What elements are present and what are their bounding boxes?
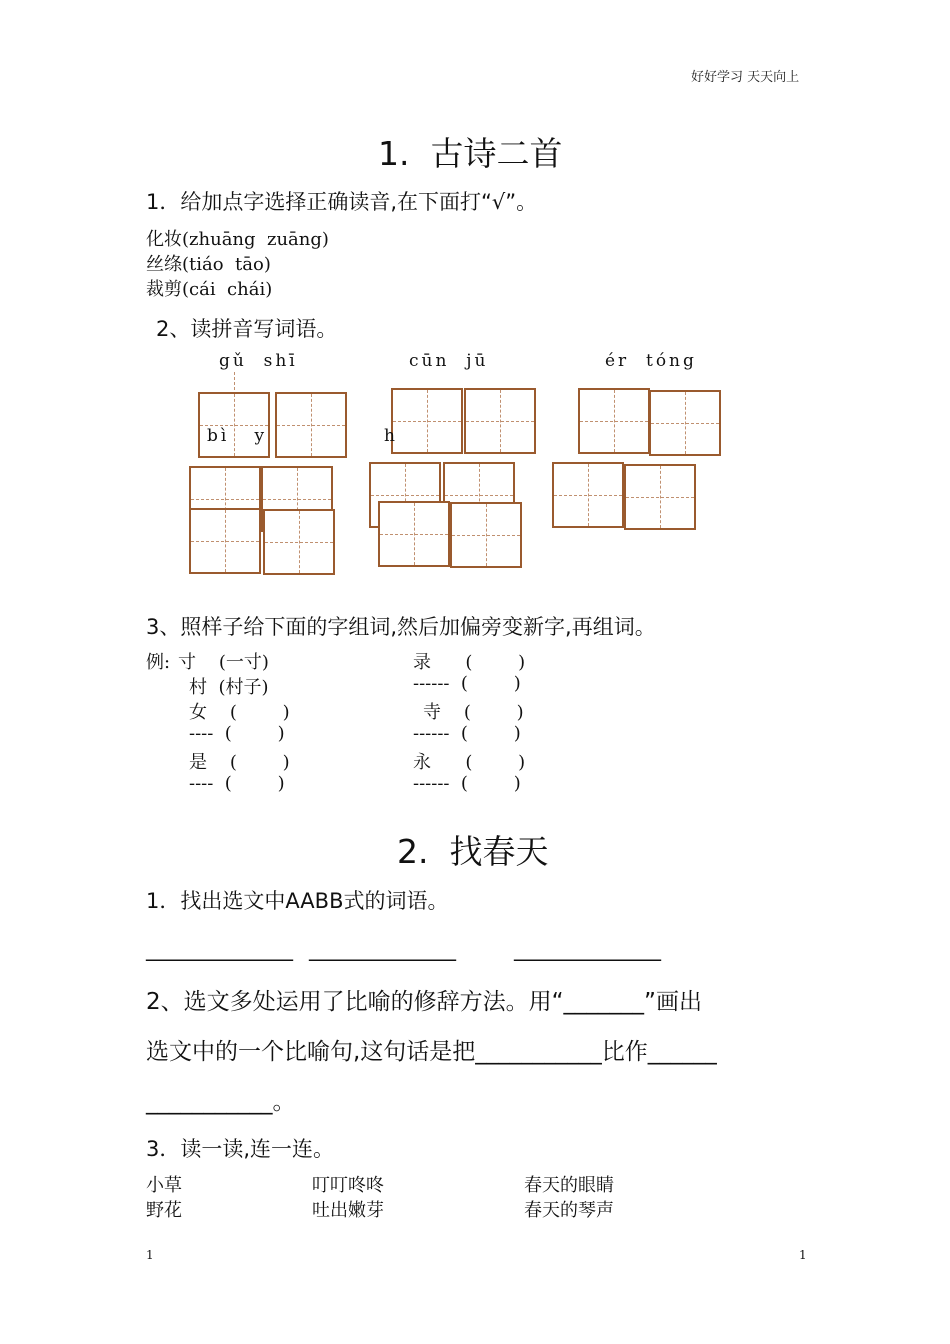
match-col2-2: 吐出嫩芽 (312, 1200, 384, 1221)
writing-box[interactable] (552, 462, 624, 528)
q1-item-2: 丝绦(tiáo tāo) (146, 254, 271, 275)
writing-box[interactable] (378, 501, 450, 567)
lesson1-q1-prompt: 1．给加点字选择正确读音,在下面打“√”。 (146, 190, 538, 214)
q3-right-4: ------ ( ) (413, 723, 521, 744)
pinyin-ertong: ér tóng (605, 351, 697, 371)
writing-box[interactable] (624, 464, 696, 530)
q3-right-2: ------ ( ) (413, 673, 521, 694)
q3-right-3: 寺 ( ) (423, 702, 524, 723)
pinyin-cunju: cūn jū (409, 351, 489, 371)
match-col3-1: 春天的眼睛 (524, 1175, 614, 1196)
match-col3-2: 春天的琴声 (524, 1200, 614, 1221)
q3-left-6: ---- ( ) (189, 773, 285, 794)
q3-right-6: ------ ( ) (413, 773, 521, 794)
pinyin-row2-b: h (384, 426, 398, 446)
q3-right-5: 永 ( ) (413, 752, 526, 773)
blank-line-3: ______________ (514, 937, 661, 961)
match-col1-2: 野花 (146, 1200, 182, 1221)
lesson2-q2-line1: 2、选文多处运用了比喻的修辞方法。用“_______”画出 (146, 989, 702, 1015)
lesson1-title: 1. 古诗二首 (378, 134, 563, 173)
writing-box[interactable] (189, 508, 261, 574)
q3-left-1: 寸 (一寸) (178, 652, 269, 673)
writing-box[interactable] (578, 388, 650, 454)
pinyin-row2-a: bì y (207, 426, 268, 446)
blank-line-1: ______________ (146, 937, 293, 961)
writing-box[interactable] (450, 502, 522, 568)
q3-left-3: 女 ( ) (189, 702, 290, 723)
pinyin-gushi: gǔ shī (219, 351, 298, 371)
blank-line-2: ______________ (309, 937, 456, 961)
lesson2-q2-line3: ___________。 (146, 1089, 296, 1115)
q1-item-3: 裁剪(cái chái) (146, 279, 273, 300)
lesson2-q3-prompt: 3．读一读,连一连。 (146, 1137, 335, 1161)
example-label: 例: (146, 652, 171, 673)
q3-right-1: 录 ( ) (413, 652, 526, 673)
writing-box[interactable] (391, 388, 463, 454)
writing-box[interactable] (198, 392, 270, 458)
writing-box[interactable] (275, 392, 347, 458)
page-number-right: 1 (799, 1248, 807, 1262)
writing-box[interactable] (649, 390, 721, 456)
match-col2-1: 叮叮咚咚 (312, 1175, 384, 1196)
lesson2-q1-prompt: 1．找出选文中AABB式的词语。 (146, 889, 449, 913)
writing-box[interactable] (464, 388, 536, 454)
header-motto: 好好学习 天天向上 (691, 70, 800, 85)
lesson1-q3-prompt: 3、照样子给下面的字组词,然后加偏旁变新字,再组词。 (146, 615, 656, 639)
q3-left-4: ---- ( ) (189, 723, 285, 744)
page-number-left: 1 (146, 1248, 154, 1262)
lesson1-q2-prompt: 2、读拼音写词语。 (156, 317, 338, 341)
lesson2-title: 2. 找春天 (397, 832, 549, 871)
q3-left-5: 是 ( ) (189, 752, 290, 773)
lesson2-q2-line2: 选文中的一个比喻句,这句话是把___________比作______ (146, 1039, 717, 1065)
writing-box[interactable] (263, 509, 335, 575)
q1-item-1: 化妆(zhuāng zuāng) (146, 229, 329, 250)
q3-left-2: 村 (村子) (189, 677, 269, 698)
match-col1-1: 小草 (146, 1175, 182, 1196)
